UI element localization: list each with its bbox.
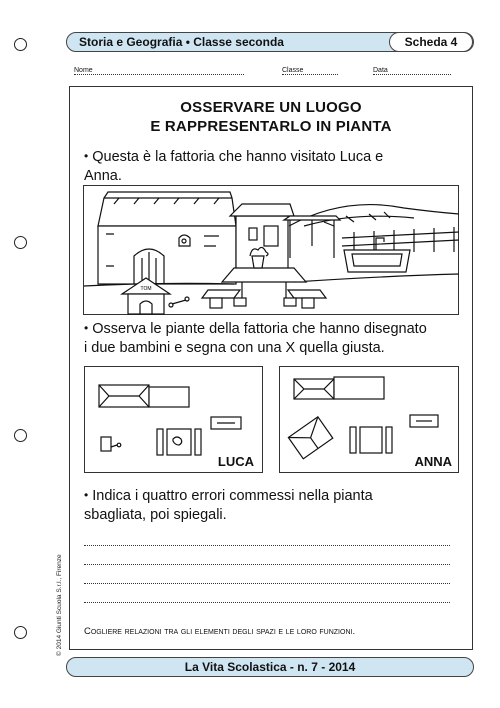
- header-bar: [66, 32, 474, 52]
- footer-bar: La Vita Scolastica - n. 7 - 2014: [66, 657, 474, 677]
- learning-objective: Cogliere relazioni tra gli elementi degli spazi e le loro funzioni.: [84, 626, 356, 637]
- instruction-1-line-1: Questa è la fattoria che hanno visitato Luca e: [92, 149, 384, 165]
- nome-label: Nome: [74, 67, 93, 74]
- dog-house-sign: TOM: [140, 286, 152, 292]
- title-line-1: OSSERVARE UN LUOGO: [180, 99, 362, 116]
- instruction-2-line-2: i due bambini e segna con una X quella giusta.: [84, 340, 385, 356]
- answer-line-4[interactable]: [84, 602, 450, 603]
- answer-line-3[interactable]: [84, 583, 450, 584]
- subject-label: Storia e Geografia • Classe seconda: [79, 35, 284, 49]
- instruction-2-line-1: Osserva le piante della fattoria che hanno disegnato: [92, 321, 427, 337]
- instruction-1: [84, 148, 383, 186]
- title-line-2: E RAPPRESENTARLO IN PIANTA: [150, 118, 392, 135]
- binder-hole-1: [14, 38, 27, 51]
- scheda-badge: Scheda 4: [389, 32, 473, 52]
- farm-illustration: [83, 185, 459, 315]
- instruction-1-line-2: Anna.: [84, 168, 122, 184]
- answer-line-1[interactable]: [84, 545, 450, 546]
- plan-anna-label: ANNA: [414, 454, 452, 469]
- answer-line-2[interactable]: [84, 564, 450, 565]
- instruction-3: [84, 487, 373, 525]
- instruction-2: [84, 320, 427, 358]
- classe-label: Classe: [282, 67, 304, 74]
- data-label: Data: [373, 67, 388, 74]
- instruction-3-line-2: sbagliata, poi spiegali.: [84, 507, 227, 523]
- instruction-3-line-1: Indica i quattro errori commessi nella pianta: [92, 488, 373, 504]
- bullet-icon: •: [84, 321, 89, 335]
- copyright-notice: © 2014 Giunti Scuola S.r.l., Firenze: [56, 554, 63, 656]
- plan-anna[interactable]: [279, 366, 459, 473]
- bullet-icon: •: [84, 488, 89, 502]
- bullet-icon: •: [84, 149, 89, 163]
- plan-luca[interactable]: [84, 366, 263, 473]
- binder-hole-3: [14, 429, 27, 442]
- binder-hole-4: [14, 626, 27, 639]
- plan-luca-label: LUCA: [217, 454, 254, 469]
- binder-hole-2: [14, 236, 27, 249]
- farm-drawing: [84, 186, 460, 316]
- student-info-row: [74, 67, 470, 79]
